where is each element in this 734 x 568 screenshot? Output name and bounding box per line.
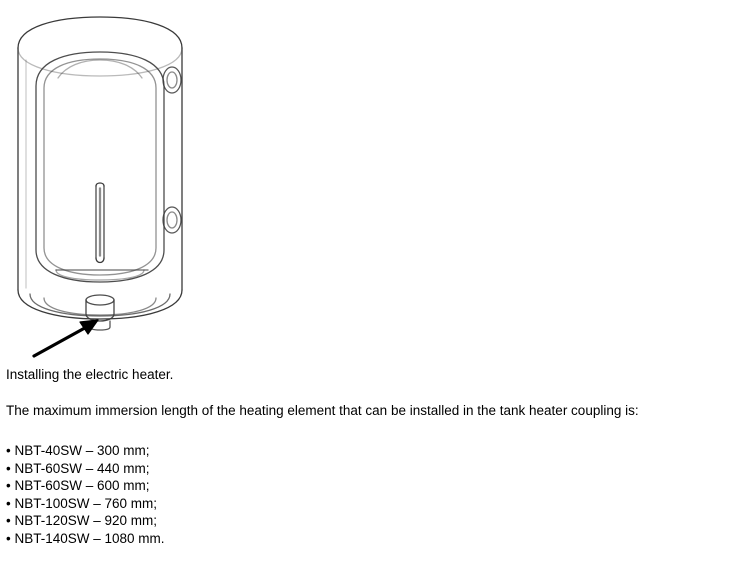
figure-caption: Installing the electric heater.: [6, 367, 174, 382]
text-block: [6, 366, 726, 547]
intro-paragraph: The maximum immersion length of the heating element that can be installed in the tank heater coupling is:: [6, 403, 639, 418]
list-item: • NBT-60SW – 600 mm;: [6, 478, 150, 493]
arrow-pointing-to-heater-coupling: [34, 320, 98, 356]
immersion-length-list: [6, 442, 726, 547]
list-item: • NBT-40SW – 300 mm;: [6, 443, 150, 458]
list-item: • NBT-120SW – 920 mm;: [6, 513, 158, 528]
list-item: • NBT-140SW – 1080 mm.: [6, 530, 165, 546]
water-heater-cutaway-diagram: [0, 0, 300, 368]
list-item: • NBT-60SW – 440 mm;: [6, 460, 150, 476]
list-item: • NBT-100SW – 760 mm;: [6, 495, 158, 511]
